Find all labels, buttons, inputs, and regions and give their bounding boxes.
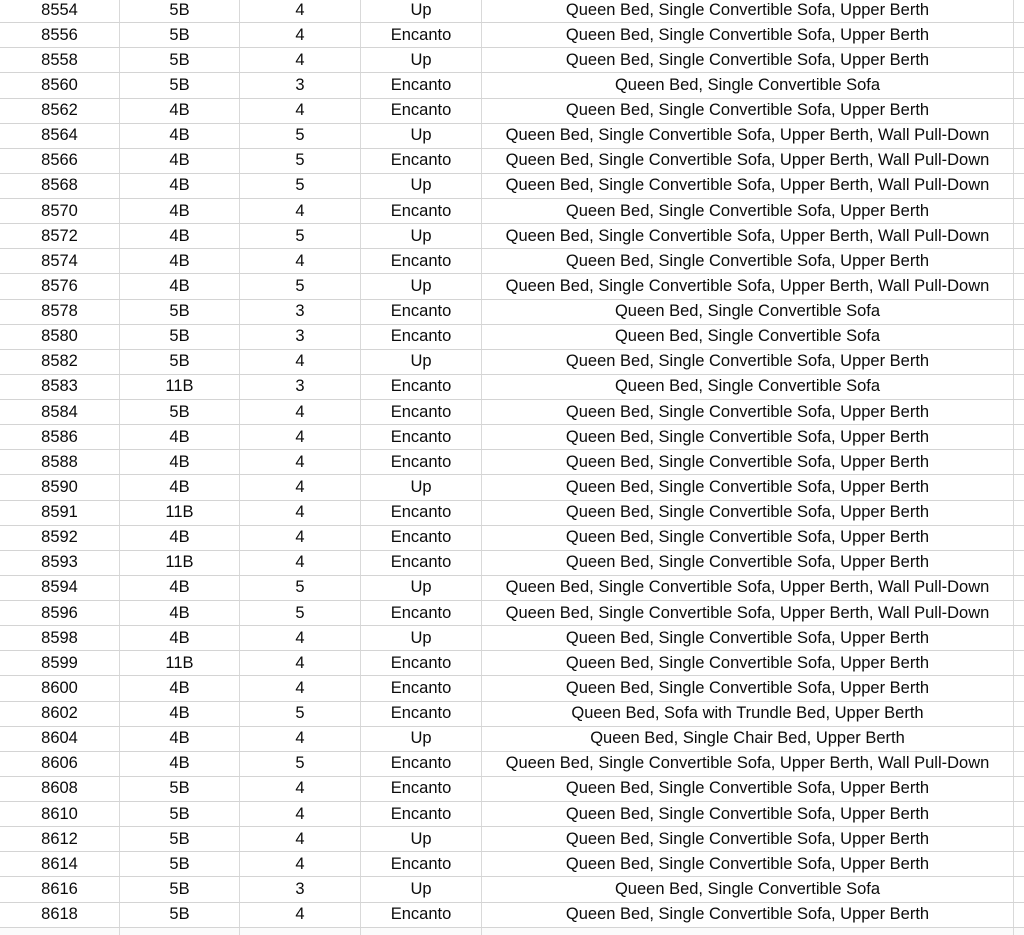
table-row: [0, 702, 1024, 727]
category-cell[interactable]: 4B: [120, 475, 240, 499]
theme-cell[interactable]: Encanto: [361, 752, 482, 776]
category-cell[interactable]: 4B: [120, 425, 240, 449]
cabin-number-cell[interactable]: 8580: [0, 325, 120, 349]
bed-configuration-cell[interactable]: Queen Bed, Single Convertible Sofa, Upper Berth: [482, 400, 1014, 424]
bed-configuration-cell[interactable]: Queen Bed, Single Convertible Sofa, Upper Berth: [482, 475, 1014, 499]
theme-cell[interactable]: Encanto: [361, 852, 482, 876]
cabin-number-cell[interactable]: 8568: [0, 174, 120, 198]
table-row: [0, 124, 1024, 149]
guest-count-cell[interactable]: 3: [240, 325, 361, 349]
bed-configuration-cell[interactable]: Queen Bed, Single Convertible Sofa, Upper Berth: [482, 802, 1014, 826]
bed-configuration-cell[interactable]: Queen Bed, Single Convertible Sofa, Upper Berth: [482, 551, 1014, 575]
table-row: [0, 174, 1024, 199]
guest-count-cell[interactable]: 3: [240, 877, 361, 901]
table-row: [0, 325, 1024, 350]
category-cell[interactable]: 5B: [120, 325, 240, 349]
theme-cell[interactable]: Up: [361, 124, 482, 148]
theme-cell[interactable]: Encanto: [361, 400, 482, 424]
empty-cell[interactable]: [1014, 501, 1024, 525]
empty-cell[interactable]: [1014, 249, 1024, 273]
cabin-number-cell[interactable]: 8586: [0, 425, 120, 449]
empty-cell[interactable]: [1014, 475, 1024, 499]
category-cell[interactable]: 4B: [120, 526, 240, 550]
bed-configuration-cell[interactable]: Queen Bed, Single Convertible Sofa, Upper Berth: [482, 903, 1014, 927]
category-cell[interactable]: 4B: [120, 601, 240, 625]
empty-cell[interactable]: [1014, 23, 1024, 47]
theme-cell[interactable]: Encanto: [361, 199, 482, 223]
category-cell[interactable]: 5B: [120, 300, 240, 324]
bed-configuration-cell[interactable]: Queen Bed, Single Convertible Sofa: [482, 300, 1014, 324]
empty-cell[interactable]: [1014, 526, 1024, 550]
bed-configuration-cell[interactable]: Queen Bed, Single Convertible Sofa, Upper Berth: [482, 249, 1014, 273]
table-row: [0, 752, 1024, 777]
category-cell[interactable]: 4B: [120, 676, 240, 700]
theme-cell[interactable]: Encanto: [361, 702, 482, 726]
table-row: [0, 626, 1024, 651]
theme-cell[interactable]: Encanto: [361, 601, 482, 625]
table-row: [0, 501, 1024, 526]
theme-cell[interactable]: Up: [361, 0, 482, 22]
table-row: [0, 274, 1024, 299]
bed-configuration-cell[interactable]: Queen Bed, Single Convertible Sofa, Upper Berth: [482, 852, 1014, 876]
theme-cell[interactable]: Encanto: [361, 23, 482, 47]
empty-cell[interactable]: [1014, 350, 1024, 374]
guest-count-cell[interactable]: 4: [240, 199, 361, 223]
empty-cell[interactable]: [1014, 626, 1024, 650]
category-cell[interactable]: 5B: [120, 0, 240, 22]
empty-cell[interactable]: [1014, 400, 1024, 424]
category-cell[interactable]: 4B: [120, 450, 240, 474]
table-row: [0, 551, 1024, 576]
category-cell[interactable]: 5B: [120, 877, 240, 901]
table-row: [0, 425, 1024, 450]
guest-count-cell[interactable]: 4: [240, 249, 361, 273]
theme-cell[interactable]: Encanto: [361, 325, 482, 349]
category-cell[interactable]: 5B: [120, 852, 240, 876]
guest-count-cell[interactable]: 5: [240, 576, 361, 600]
empty-cell[interactable]: [1014, 651, 1024, 675]
cabin-number-cell[interactable]: 8560: [0, 73, 120, 97]
theme-cell[interactable]: Encanto: [361, 73, 482, 97]
cabin-number-cell[interactable]: 8558: [0, 48, 120, 72]
table-row: [0, 877, 1024, 902]
theme-cell[interactable]: Encanto: [361, 526, 482, 550]
table-row: [0, 601, 1024, 626]
bed-configuration-cell[interactable]: Queen Bed, Single Convertible Sofa, Upper Berth: [482, 501, 1014, 525]
table-row: [0, 48, 1024, 73]
theme-cell[interactable]: Up: [361, 827, 482, 851]
category-cell[interactable]: 5B: [120, 777, 240, 801]
theme-cell[interactable]: Encanto: [361, 249, 482, 273]
theme-cell[interactable]: Encanto: [361, 903, 482, 927]
bed-configuration-cell[interactable]: Queen Bed, Single Convertible Sofa, Upper Berth: [482, 676, 1014, 700]
cabin-number-cell[interactable]: 8556: [0, 23, 120, 47]
guest-count-cell[interactable]: 5: [240, 702, 361, 726]
theme-cell[interactable]: Encanto: [361, 149, 482, 173]
table-row: [0, 576, 1024, 601]
cabin-number-cell[interactable]: 8618: [0, 903, 120, 927]
cabin-number-cell[interactable]: 8572: [0, 224, 120, 248]
category-cell[interactable]: 11B: [120, 501, 240, 525]
table-row: [0, 300, 1024, 325]
bed-configuration-cell[interactable]: Queen Bed, Single Chair Bed, Upper Berth: [482, 727, 1014, 751]
cabin-number-cell[interactable]: 8600: [0, 676, 120, 700]
guest-count-cell[interactable]: 4: [240, 0, 361, 22]
empty-cell[interactable]: [1014, 903, 1024, 927]
cabin-number-cell[interactable]: 8570: [0, 199, 120, 223]
theme-cell[interactable]: Up: [361, 576, 482, 600]
category-cell[interactable]: 4B: [120, 99, 240, 123]
cabin-number-cell[interactable]: 8590: [0, 475, 120, 499]
bed-configuration-cell[interactable]: Queen Bed, Single Convertible Sofa, Upper Berth: [482, 450, 1014, 474]
guest-count-cell[interactable]: 5: [240, 224, 361, 248]
category-cell[interactable]: 11B: [120, 651, 240, 675]
guest-count-cell[interactable]: 3: [240, 375, 361, 399]
cabin-number-cell[interactable]: 8594: [0, 576, 120, 600]
table-row: [0, 73, 1024, 98]
theme-cell[interactable]: Encanto: [361, 425, 482, 449]
guest-count-cell[interactable]: 4: [240, 400, 361, 424]
cabin-number-cell[interactable]: 8592: [0, 526, 120, 550]
bed-configuration-cell[interactable]: Queen Bed, Single Convertible Sofa, Upper Berth: [482, 626, 1014, 650]
table-row: [0, 149, 1024, 174]
empty-cell[interactable]: [1014, 727, 1024, 751]
cabin-number-cell[interactable]: 8610: [0, 802, 120, 826]
guest-count-cell[interactable]: 3: [240, 73, 361, 97]
table-row: [0, 450, 1024, 475]
bed-configuration-cell[interactable]: Queen Bed, Sofa with Trundle Bed, Upper Berth: [482, 702, 1014, 726]
category-cell[interactable]: 11B: [120, 551, 240, 575]
guest-count-cell[interactable]: 5: [240, 149, 361, 173]
guest-count-cell[interactable]: 4: [240, 676, 361, 700]
guest-count-cell[interactable]: 4: [240, 802, 361, 826]
category-cell[interactable]: 4B: [120, 274, 240, 298]
table-row: [0, 99, 1024, 124]
table-row: [0, 827, 1024, 852]
category-cell[interactable]: 4B: [120, 752, 240, 776]
bed-configuration-cell[interactable]: Queen Bed, Single Convertible Sofa: [482, 73, 1014, 97]
bed-configuration-cell[interactable]: Queen Bed, Single Convertible Sofa, Upper Berth: [482, 48, 1014, 72]
table-row: [0, 526, 1024, 551]
theme-cell[interactable]: Encanto: [361, 551, 482, 575]
guest-count-cell[interactable]: 4: [240, 450, 361, 474]
table-row: [0, 777, 1024, 802]
table-row: [0, 375, 1024, 400]
bed-configuration-cell[interactable]: Queen Bed, Single Convertible Sofa, Upper Berth, Wall Pull-Down: [482, 576, 1014, 600]
bed-configuration-cell[interactable]: Queen Bed, Single Convertible Sofa, Upper Berth, Wall Pull-Down: [482, 601, 1014, 625]
cabin-number-cell[interactable]: 8593: [0, 551, 120, 575]
empty-cell[interactable]: [1014, 224, 1024, 248]
bed-configuration-cell[interactable]: Queen Bed, Single Convertible Sofa, Upper Berth, Wall Pull-Down: [482, 124, 1014, 148]
cabin-number-cell[interactable]: 8612: [0, 827, 120, 851]
empty-cell[interactable]: [1014, 73, 1024, 97]
category-cell[interactable]: 5B: [120, 73, 240, 97]
guest-count-cell[interactable]: 4: [240, 852, 361, 876]
empty-cell[interactable]: [1014, 827, 1024, 851]
cabin-number-cell[interactable]: 8604: [0, 727, 120, 751]
guest-count-cell[interactable]: 4: [240, 425, 361, 449]
bed-configuration-cell[interactable]: Queen Bed, Single Convertible Sofa, Upper Berth: [482, 827, 1014, 851]
cabin-number-cell[interactable]: 8596: [0, 601, 120, 625]
guest-count-cell[interactable]: 5: [240, 601, 361, 625]
guest-count-cell[interactable]: 4: [240, 501, 361, 525]
guest-count-cell[interactable]: 4: [240, 48, 361, 72]
empty-cell[interactable]: [1014, 676, 1024, 700]
empty-cell[interactable]: [1014, 274, 1024, 298]
cabin-number-cell[interactable]: 8591: [0, 501, 120, 525]
cabin-number-cell[interactable]: 8588: [0, 450, 120, 474]
theme-cell[interactable]: Encanto: [361, 802, 482, 826]
empty-cell[interactable]: [1014, 174, 1024, 198]
guest-count-cell[interactable]: 4: [240, 651, 361, 675]
empty-cell[interactable]: [1014, 124, 1024, 148]
theme-cell[interactable]: Encanto: [361, 676, 482, 700]
bed-configuration-cell[interactable]: Queen Bed, Single Convertible Sofa, Upper Berth, Wall Pull-Down: [482, 752, 1014, 776]
table-row: [0, 727, 1024, 752]
category-cell[interactable]: 4B: [120, 702, 240, 726]
category-cell[interactable]: 5B: [120, 903, 240, 927]
bed-configuration-cell[interactable]: Queen Bed, Single Convertible Sofa, Upper Berth: [482, 651, 1014, 675]
empty-cell[interactable]: [1014, 877, 1024, 901]
table-row: [0, 400, 1024, 425]
guest-count-cell[interactable]: 5: [240, 274, 361, 298]
theme-cell[interactable]: Up: [361, 877, 482, 901]
bed-configuration-cell[interactable]: Queen Bed, Single Convertible Sofa, Upper Berth: [482, 23, 1014, 47]
table-row: [0, 23, 1024, 48]
theme-cell[interactable]: Up: [361, 350, 482, 374]
table-row: [0, 802, 1024, 827]
empty-cell[interactable]: [1014, 48, 1024, 72]
cabin-number-cell[interactable]: 8582: [0, 350, 120, 374]
guest-count-cell[interactable]: 4: [240, 23, 361, 47]
cabin-number-cell[interactable]: 8564: [0, 124, 120, 148]
category-cell[interactable]: 4B: [120, 224, 240, 248]
empty-cell[interactable]: [1014, 601, 1024, 625]
table-row: [0, 199, 1024, 224]
category-cell[interactable]: 11B: [120, 375, 240, 399]
table-row: [0, 676, 1024, 701]
category-cell[interactable]: 5B: [120, 827, 240, 851]
category-cell[interactable]: 4B: [120, 149, 240, 173]
theme-cell[interactable]: Up: [361, 224, 482, 248]
empty-cell[interactable]: [1014, 99, 1024, 123]
category-cell[interactable]: 4B: [120, 576, 240, 600]
theme-cell[interactable]: Encanto: [361, 450, 482, 474]
cabin-number-cell[interactable]: 8583: [0, 375, 120, 399]
theme-cell[interactable]: Up: [361, 174, 482, 198]
empty-cell[interactable]: [1014, 752, 1024, 776]
theme-cell[interactable]: Up: [361, 727, 482, 751]
theme-cell[interactable]: Encanto: [361, 501, 482, 525]
guest-count-cell[interactable]: 3: [240, 300, 361, 324]
table-row: [0, 475, 1024, 500]
guest-count-cell[interactable]: 4: [240, 626, 361, 650]
category-cell[interactable]: 5B: [120, 400, 240, 424]
guest-count-cell[interactable]: 5: [240, 752, 361, 776]
theme-cell[interactable]: Encanto: [361, 300, 482, 324]
cabin-number-cell[interactable]: 8574: [0, 249, 120, 273]
theme-cell[interactable]: Encanto: [361, 99, 482, 123]
table-row: [0, 249, 1024, 274]
cabin-number-cell[interactable]: 8616: [0, 877, 120, 901]
category-cell[interactable]: 5B: [120, 23, 240, 47]
category-cell[interactable]: 4B: [120, 124, 240, 148]
bed-configuration-cell[interactable]: Queen Bed, Single Convertible Sofa, Upper Berth, Wall Pull-Down: [482, 149, 1014, 173]
category-cell[interactable]: 4B: [120, 199, 240, 223]
table-row: [0, 651, 1024, 676]
guest-count-cell[interactable]: 4: [240, 777, 361, 801]
cabin-number-cell[interactable]: 8614: [0, 852, 120, 876]
bed-configuration-cell[interactable]: Queen Bed, Single Convertible Sofa, Upper Berth: [482, 425, 1014, 449]
category-cell[interactable]: 4B: [120, 626, 240, 650]
bed-configuration-cell[interactable]: Queen Bed, Single Convertible Sofa: [482, 877, 1014, 901]
empty-cell[interactable]: [1014, 0, 1024, 22]
bed-configuration-cell[interactable]: Queen Bed, Single Convertible Sofa, Upper Berth: [482, 199, 1014, 223]
bed-configuration-cell[interactable]: Queen Bed, Single Convertible Sofa: [482, 325, 1014, 349]
cabin-number-cell[interactable]: 8598: [0, 626, 120, 650]
table-row: [0, 0, 1024, 23]
guest-count-cell[interactable]: 4: [240, 526, 361, 550]
cabin-number-cell[interactable]: 8578: [0, 300, 120, 324]
category-cell[interactable]: 5B: [120, 48, 240, 72]
theme-cell[interactable]: Encanto: [361, 375, 482, 399]
cabin-number-cell[interactable]: 8576: [0, 274, 120, 298]
category-cell[interactable]: 5B: [120, 802, 240, 826]
guest-count-cell[interactable]: 4: [240, 903, 361, 927]
bed-configuration-cell[interactable]: Queen Bed, Single Convertible Sofa, Upper Berth, Wall Pull-Down: [482, 274, 1014, 298]
category-cell[interactable]: 4B: [120, 727, 240, 751]
table-row: [0, 903, 1024, 928]
empty-cell[interactable]: [1014, 852, 1024, 876]
empty-cell[interactable]: [1014, 325, 1024, 349]
empty-cell[interactable]: [1014, 300, 1024, 324]
guest-count-cell[interactable]: 4: [240, 827, 361, 851]
empty-cell[interactable]: [1014, 149, 1024, 173]
empty-cell[interactable]: [1014, 375, 1024, 399]
bed-configuration-cell[interactable]: Queen Bed, Single Convertible Sofa, Upper Berth: [482, 526, 1014, 550]
empty-cell[interactable]: [1014, 777, 1024, 801]
guest-count-cell[interactable]: 4: [240, 475, 361, 499]
empty-cell[interactable]: [1014, 551, 1024, 575]
empty-cell[interactable]: [1014, 450, 1024, 474]
cabin-number-cell[interactable]: 8562: [0, 99, 120, 123]
guest-count-cell[interactable]: 4: [240, 350, 361, 374]
table-row: [0, 852, 1024, 877]
cabin-number-cell[interactable]: 8566: [0, 149, 120, 173]
empty-cell[interactable]: [1014, 576, 1024, 600]
bed-configuration-cell[interactable]: Queen Bed, Single Convertible Sofa: [482, 375, 1014, 399]
bed-configuration-cell[interactable]: Queen Bed, Single Convertible Sofa, Upper Berth: [482, 0, 1014, 22]
bed-configuration-cell[interactable]: Queen Bed, Single Convertible Sofa, Upper Berth, Wall Pull-Down: [482, 224, 1014, 248]
bed-configuration-cell[interactable]: Queen Bed, Single Convertible Sofa, Upper Berth: [482, 350, 1014, 374]
table-row: [0, 224, 1024, 249]
bed-configuration-cell[interactable]: Queen Bed, Single Convertible Sofa, Upper Berth: [482, 99, 1014, 123]
empty-cell[interactable]: [1014, 199, 1024, 223]
cabin-number-cell[interactable]: 8602: [0, 702, 120, 726]
guest-count-cell[interactable]: 5: [240, 174, 361, 198]
theme-cell[interactable]: Up: [361, 48, 482, 72]
theme-cell[interactable]: Up: [361, 475, 482, 499]
empty-cell[interactable]: [1014, 425, 1024, 449]
category-cell[interactable]: 4B: [120, 249, 240, 273]
theme-cell[interactable]: Encanto: [361, 777, 482, 801]
bed-configuration-cell[interactable]: Queen Bed, Single Convertible Sofa, Upper Berth: [482, 777, 1014, 801]
theme-cell[interactable]: Up: [361, 274, 482, 298]
cabin-number-cell[interactable]: 8554: [0, 0, 120, 22]
bed-configuration-cell[interactable]: Queen Bed, Single Convertible Sofa, Upper Berth, Wall Pull-Down: [482, 174, 1014, 198]
cabin-number-cell[interactable]: 8608: [0, 777, 120, 801]
empty-cell[interactable]: [1014, 802, 1024, 826]
category-cell[interactable]: 4B: [120, 174, 240, 198]
cabin-number-cell[interactable]: 8599: [0, 651, 120, 675]
guest-count-cell[interactable]: 5: [240, 124, 361, 148]
table-row: [0, 350, 1024, 375]
theme-cell[interactable]: Encanto: [361, 651, 482, 675]
cabin-number-cell[interactable]: 8584: [0, 400, 120, 424]
guest-count-cell[interactable]: 4: [240, 99, 361, 123]
guest-count-cell[interactable]: 4: [240, 551, 361, 575]
cabin-number-cell[interactable]: 8606: [0, 752, 120, 776]
guest-count-cell[interactable]: 4: [240, 727, 361, 751]
category-cell[interactable]: 5B: [120, 350, 240, 374]
theme-cell[interactable]: Up: [361, 626, 482, 650]
empty-cell[interactable]: [1014, 702, 1024, 726]
